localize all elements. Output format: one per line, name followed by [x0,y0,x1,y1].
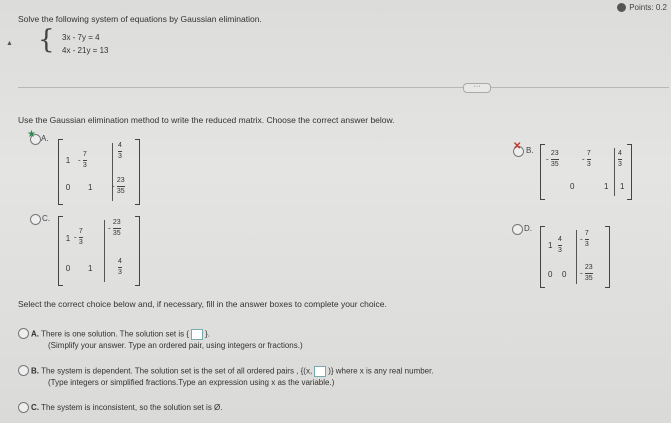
equation-2: 4x - 21y = 13 [62,46,109,55]
answer-a-hint: (Simplify your answer. Type an ordered pair, using integers or fractions.) [48,341,303,350]
brace-icon: { [38,25,55,55]
divider [489,87,669,88]
answer-c-text: C. The system is inconsistent, so the solution set is Ø. [31,403,223,412]
matrix-cell: 0 [65,183,71,192]
matrix-cell: $\frac{4}{3}$ [558,236,562,254]
option-c-letter: C. [42,214,50,223]
answer-a-text: A. There is one solution. The solution set is { }. [31,329,210,339]
matrix-cell: 1 [88,264,93,273]
question-text: Use the Gaussian elimination method to write the reduced matrix. Choose the correct answer below. [18,115,395,125]
select-instruction: Select the correct choice below and, if necessary, fill in the answer boxes to complete your choice. [18,299,387,309]
matrix-cell: 0 [570,182,575,191]
answer-b-radio[interactable] [18,365,29,376]
option-a-matrix [58,139,140,205]
matrix-cell: 1 [548,241,553,250]
equation-1: 3x - 7y = 4 [62,33,100,42]
points-icon [617,3,626,12]
option-b-matrix [540,144,632,200]
matrix-cell: 0 [548,270,553,279]
points-label: Points: 0.2 [629,3,667,12]
matrix-cell: - $\frac{23}{35}$ [108,219,121,237]
option-c-matrix [58,216,140,286]
option-b-letter: B. [526,146,534,155]
option-d-letter: D. [524,224,532,233]
option-d-radio[interactable] [512,224,523,235]
matrix-cell: - $\frac{7}{3}$ [78,151,87,169]
star-icon: ★ [27,129,36,140]
equation-system [38,27,158,57]
x-mark-icon: ✕ [513,141,522,152]
matrix-cell: 0 [65,264,71,273]
matrix-cell: 1 [604,182,609,191]
matrix-cell: - $\frac{7}{3}$ [580,230,589,248]
divider [18,87,463,88]
points-display [617,3,667,12]
option-c-radio[interactable] [30,214,41,225]
matrix-cell: - $\frac{7}{3}$ [74,228,83,246]
arrow-icon: ▲ [6,40,13,47]
matrix-cell: $\frac{4}{3}$ [618,150,622,168]
answer-c-radio[interactable] [18,402,29,413]
matrix-cell: 0 [562,270,567,279]
matrix-cell: 1 [88,183,93,192]
matrix-cell: $\frac{4}{3}$ [118,258,122,276]
matrix-cell: 1 [620,182,625,191]
answer-b-hint: (Type integers or simplified fractions.Type an expression using x as the variable.) [48,378,335,387]
answer-b-input[interactable] [314,366,326,377]
matrix-cell: 1 [65,156,71,165]
matrix-cell: - $\frac{23}{35}$ [580,264,593,282]
answer-a-input[interactable] [191,329,203,340]
matrix-cell: - $\frac{7}{3}$ [582,150,591,168]
matrix-cell: - $\frac{23}{35}$ [112,177,125,195]
matrix-cell: 1 [65,234,71,243]
answer-b-text: B. The system is dependent. The solution set is the set of all ordered pairs , {(x, )} where x is any real number. [31,366,434,376]
expand-more-button[interactable]: ··· [463,83,491,93]
option-d-matrix [540,226,610,288]
matrix-cell: - $\frac{23}{35}$ [546,150,559,168]
option-a-letter: A. [41,134,49,143]
matrix-cell: $\frac{4}{3}$ [118,142,122,160]
instruction-text: Solve the following system of equations by Gaussian elimination. [18,14,262,24]
answer-a-radio[interactable] [18,328,29,339]
